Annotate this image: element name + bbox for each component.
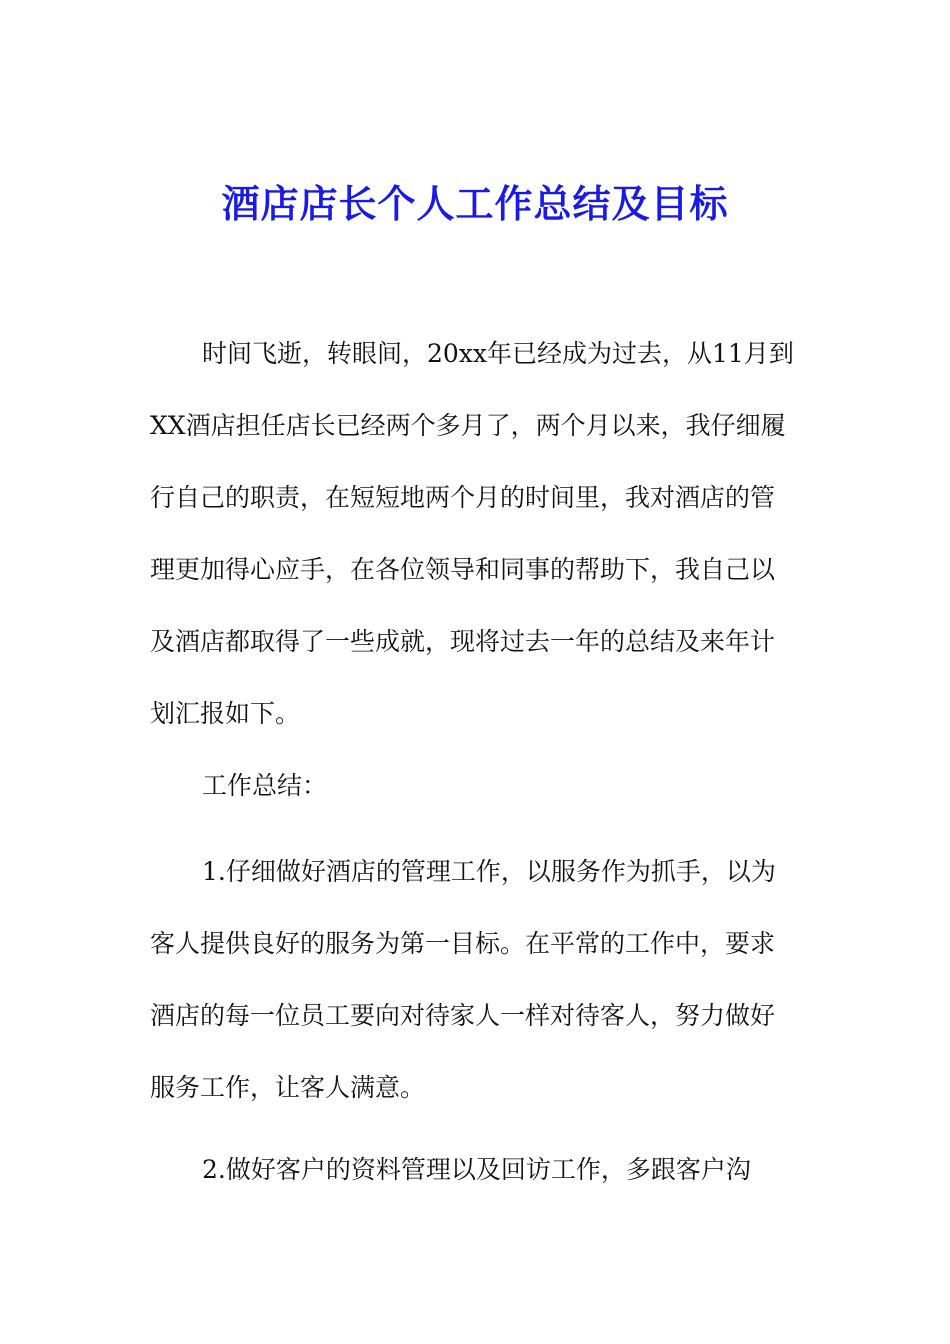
section-heading: 工作总结： — [202, 771, 328, 800]
paragraph-line: 1.仔细做好酒店的管理工作，以服务作为抓手，以为 — [202, 857, 776, 886]
paragraph-line: 2.做好客户的资料管理以及回访工作，多跟客户沟 — [202, 1155, 751, 1184]
paragraph-line: 服务工作，让客人满意。 — [150, 1073, 426, 1102]
paragraph-line: 行自己的职责，在短短地两个月的时间里，我对酒店的管 — [150, 483, 776, 512]
paragraph-line: 及酒店都取得了一些成就，现将过去一年的总结及来年计 — [150, 627, 776, 656]
paragraph-line: 时间飞逝，转眼间，20xx年已经成为过去，从11月到 — [202, 339, 794, 368]
paragraph-line: 酒店的每一位员工要向对待家人一样对待客人，努力做好 — [150, 1001, 776, 1030]
paragraph-line: 理更加得心应手，在各位领导和同事的帮助下，我自己以 — [150, 555, 776, 584]
paragraph-line: 划汇报如下。 — [150, 699, 301, 728]
paragraph-line: XX酒店担任店长已经两个多月了，两个月以来，我仔细履 — [150, 411, 786, 440]
paragraph-line: 客人提供良好的服务为第一目标。在平常的工作中，要求 — [150, 929, 776, 958]
document-title: 酒店店长个人工作总结及目标 — [221, 181, 729, 226]
